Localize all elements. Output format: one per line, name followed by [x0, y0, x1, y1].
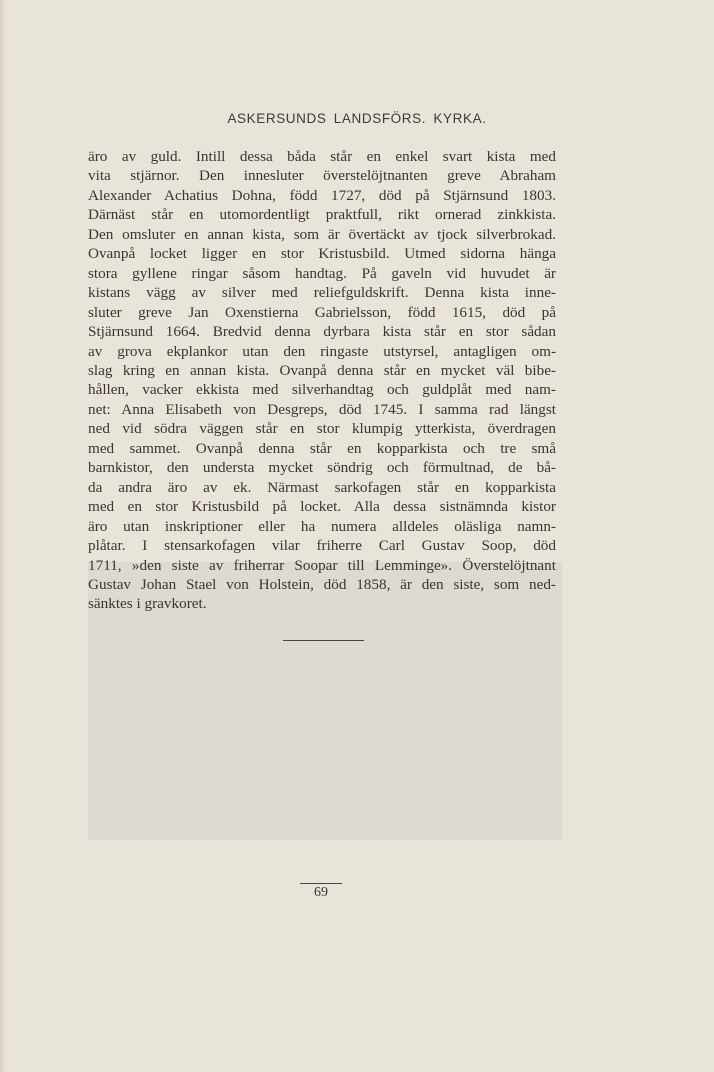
text-line: Stjärnsund 1664. Bredvid denna dyrbara kista står en stor sådan: [88, 323, 556, 341]
text-line: hållen, vacker ekkista med silverhandtag och guldplåt med nam-: [88, 381, 556, 399]
text-line: av grova ekplankor utan den ringaste utstyrsel, antagligen om-: [88, 342, 556, 360]
text-line: net: Anna Elisabeth von Desgreps, död 1745. I samma rad längst: [88, 400, 556, 418]
text-line: plåtar. I stensarkofagen vilar friherre Carl Gustav Soop, död: [88, 537, 556, 555]
text-line: äro utan inskriptioner eller ha numera alldeles oläsliga namn-: [88, 517, 556, 535]
page-edge-shadow: [0, 0, 6, 1072]
text-line: vita stjärnor. Den innesluter överstelöjtnanten greve Abraham: [88, 167, 556, 185]
text-line: 1711, »den siste av friherrar Soopar till Lemminge». Överstelöjtnant: [88, 556, 556, 574]
text-line: slag kring en annan kista. Ovanpå denna står en mycket väl bibe-: [88, 361, 556, 379]
text-line: Alexander Achatius Dohna, född 1727, död på Stjärnsund 1803.: [88, 186, 556, 204]
section-divider: [283, 640, 364, 641]
text-line: Gustav Johan Stael von Holstein, död 1858, är den siste, som ned-: [88, 575, 556, 593]
text-line: Den omsluter en annan kista, som är övertäckt av tjock silverbrokad.: [88, 225, 556, 243]
body-text: [88, 147, 556, 614]
text-line: med en stor Kristusbild på locket. Alla dessa sistnämnda kistor: [88, 498, 556, 516]
text-line: med sammet. Ovanpå denna står en kopparkista och tre små: [88, 439, 556, 457]
page-number: 69: [300, 883, 342, 902]
text-line: äro av guld. Intill dessa båda står en enkel svart kista med: [88, 148, 556, 165]
text-line: sluter greve Jan Oxenstierna Gabrielsson, född 1615, död på: [88, 303, 556, 321]
text-line: Därnäst står en utomordentligt praktfull, rikt ornerad zinkkista.: [88, 206, 556, 224]
text-line: ned vid södra väggen står en stor klumpig ytterkista, överdragen: [88, 420, 556, 438]
text-line: Ovanpå locket ligger en stor Kristusbild. Utmed sidorna hänga: [88, 245, 556, 263]
text-line: barnkistor, den understa mycket söndrig och förmultnad, de bå-: [88, 459, 556, 477]
text-line: stora gyllene ringar såsom handtag. På gaveln vid huvudet är: [88, 264, 556, 282]
text-line: kistans vägg av silver med reliefguldskrift. Denna kista inne-: [88, 284, 556, 302]
text-line: da andra äro av ek. Närmast sarkofagen står en kopparkista: [88, 478, 556, 496]
running-header: ASKERSUNDS LANDSFÖRS. KYRKA.: [227, 111, 487, 126]
text-line: sänktes i gravkoret.: [88, 595, 207, 613]
